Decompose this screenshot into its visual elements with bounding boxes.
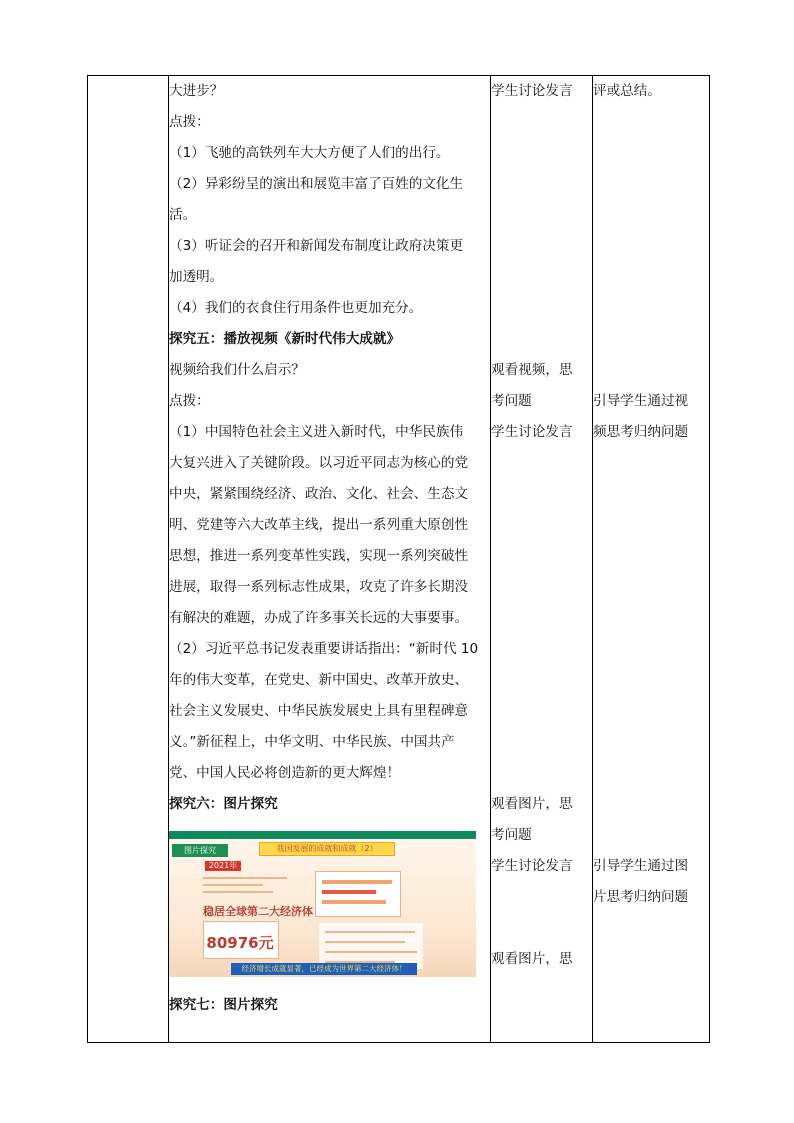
infographic-text-line bbox=[203, 891, 273, 893]
infographic-footer: 经济增长成就显著，已经成为世界第二大经济体！ bbox=[231, 963, 417, 975]
activity-text: 学生讨论发言 bbox=[491, 858, 573, 874]
infographic-big-text: 稳居全球第二大经济体 bbox=[203, 905, 313, 918]
activity-text: 学生讨论发言 bbox=[491, 424, 573, 440]
activity-text: 观看视频，思 bbox=[491, 362, 573, 378]
text-line: 社会主义发展史、中华民族发展史上具有里程碑意 bbox=[169, 703, 469, 719]
design-intent-column bbox=[593, 76, 710, 1043]
text-line: （4）我们的衣食住行用条件也更加充分。 bbox=[169, 300, 423, 316]
spacer bbox=[593, 448, 709, 851]
intent-text: 评或总结。 bbox=[593, 83, 661, 99]
infographic-text-line bbox=[325, 931, 415, 933]
text-line: 有解决的难题，办成了许多事关长远的大事要事。 bbox=[169, 610, 469, 626]
text-line: （2）异彩纷呈的演出和展览丰富了百姓的文化生 bbox=[169, 176, 464, 192]
intent-text: 频思考归纳问题 bbox=[593, 424, 689, 440]
infographic-text-line bbox=[325, 941, 405, 943]
lesson-plan-table bbox=[87, 75, 710, 1043]
infographic-text-line bbox=[203, 877, 287, 879]
text-line: 中央，紧紧围绕经济、政治、文化、社会、生态文 bbox=[169, 486, 469, 502]
text-line: 党、中国人民必将创造新的更大辉煌！ bbox=[169, 765, 401, 781]
student-activity-column bbox=[491, 76, 593, 1043]
text-line: （2）习近平总书记发表重要讲话指出：“新时代 10 bbox=[169, 641, 479, 657]
infographic-number-box bbox=[203, 921, 279, 959]
stage-column bbox=[88, 76, 169, 1043]
activity-text: 观看图片，思 bbox=[491, 796, 573, 812]
text-line: 明、党建等六大改革主线，提出一系列重大原创性 bbox=[169, 517, 469, 533]
intent-text: 引导学生通过图 bbox=[593, 858, 689, 874]
text-line: （1）中国特色社会主义进入新时代，中华民族伟 bbox=[169, 424, 464, 440]
infographic-bar bbox=[322, 890, 376, 894]
spacer bbox=[491, 882, 592, 944]
text-line: 点拨： bbox=[169, 114, 210, 130]
infographic-body bbox=[169, 839, 476, 977]
achievement-infographic bbox=[169, 831, 476, 977]
text-line: 大进步？ bbox=[169, 83, 224, 99]
text-line: 点拨： bbox=[169, 393, 210, 409]
spacer bbox=[491, 107, 592, 355]
infographic-card bbox=[315, 871, 401, 917]
content-column bbox=[169, 76, 491, 1043]
section5-heading: 探究五：播放视频《新时代伟大成就》 bbox=[169, 331, 401, 347]
infographic-headline: 我国发展的成就和成就（2） bbox=[259, 842, 395, 856]
infographic-text-line bbox=[325, 951, 417, 953]
intro-block bbox=[169, 76, 490, 324]
infographic-year: 2021年 bbox=[205, 861, 241, 871]
text-line: 大复兴进入了关键阶段。以习近平同志为核心的党 bbox=[169, 455, 469, 471]
text-line: （3）听证会的召开和新闻发布制度让政府决策更 bbox=[169, 238, 464, 254]
text-line: 思想，推进一系列变革性实践，实现一系列突破性 bbox=[169, 548, 469, 564]
infographic-text-line bbox=[203, 884, 263, 886]
intent-text: 引导学生通过视 bbox=[593, 393, 689, 409]
text-line: 义。”新征程上，中华文明、中华民族、中国共产 bbox=[169, 734, 455, 750]
section7-heading: 探究七：图片探究 bbox=[169, 997, 278, 1013]
text-line: （1）飞驰的高铁列车大大方便了人们的出行。 bbox=[169, 145, 450, 161]
text-line: 视频给我们什么启示？ bbox=[169, 362, 305, 378]
infographic-bar bbox=[322, 900, 386, 904]
activity-text: 学生讨论发言 bbox=[491, 83, 573, 99]
infographic-bar bbox=[322, 880, 392, 884]
spacer bbox=[491, 448, 592, 789]
activity-text: 观看图片，思 bbox=[491, 951, 573, 967]
text-line: 进展，取得一系列标志性成果，攻克了许多长期没 bbox=[169, 579, 469, 595]
infographic-number: 80976元 bbox=[206, 934, 274, 952]
section6-heading: 探究六：图片探究 bbox=[169, 796, 278, 812]
activity-text: 考问题 bbox=[491, 393, 532, 409]
text-line: 活。 bbox=[169, 207, 197, 223]
section5-block bbox=[169, 355, 490, 789]
infographic-top-bar bbox=[169, 831, 476, 839]
spacer bbox=[593, 107, 709, 386]
text-line: 年的伟大变革，在党史、新中国史、改革开放史、 bbox=[169, 672, 469, 688]
intent-text: 片思考归纳问题 bbox=[593, 889, 689, 905]
text-line: 加透明。 bbox=[169, 269, 224, 285]
infographic-tag: 图片探究 bbox=[171, 843, 229, 858]
activity-text: 考问题 bbox=[491, 827, 532, 843]
